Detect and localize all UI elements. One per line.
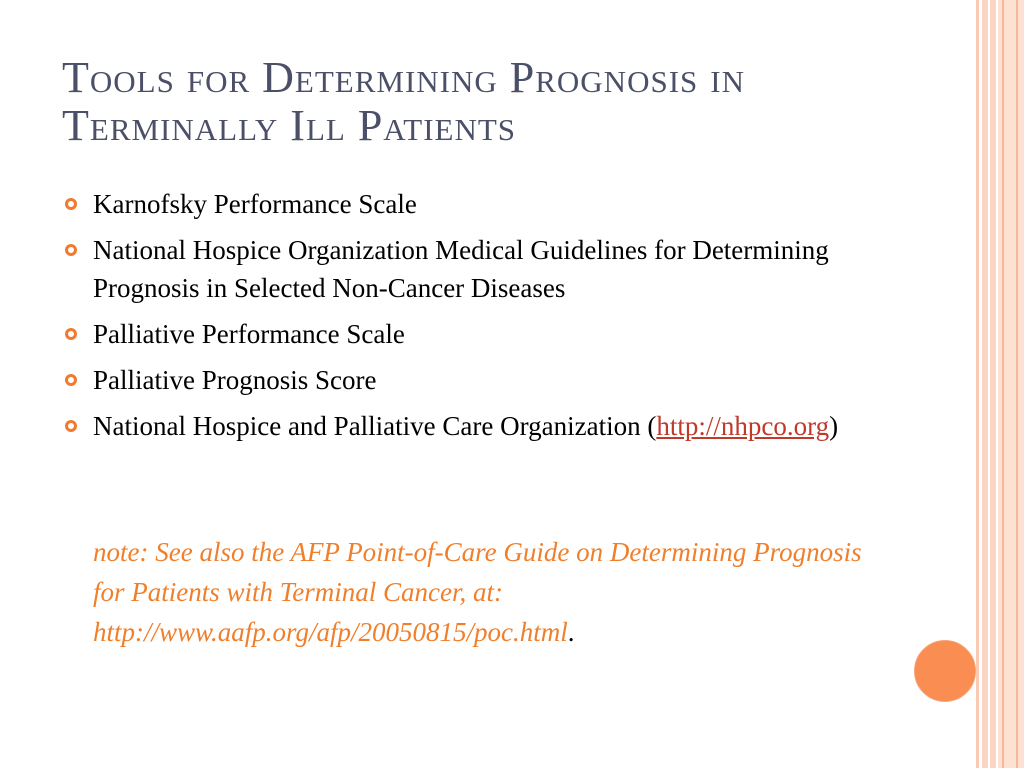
bullet-marker-icon (65, 244, 77, 256)
nhpco-link[interactable]: http://nhpco.org (656, 411, 830, 441)
bullet-text: National Hospice Organization Medical Guidelines for Determining Prognosis in Selected Non-Cancer Diseases (93, 235, 829, 303)
stripe (1016, 0, 1018, 768)
accent-circle (914, 640, 976, 702)
stripe (990, 0, 996, 768)
bullet-list (64, 185, 894, 453)
bullet-marker-icon (65, 420, 77, 432)
stripe (982, 0, 988, 768)
bullet-item (64, 407, 894, 445)
slide-title: Tools for Determining Prognosis in Terminally Ill Patients (62, 53, 745, 150)
note-body: note: See also the AFP Point-of-Care Guide on Determining Prognosis for Patients with Terminal Cancer, at: http://www.aafp.org/afp/20050815/poc.html (93, 537, 862, 647)
stripe (976, 0, 979, 768)
bullet-item (64, 315, 894, 353)
bullet-item (64, 231, 894, 307)
bullet-item (64, 185, 894, 223)
bullet-marker-icon (65, 374, 77, 386)
bullet-text: Palliative Performance Scale (93, 319, 405, 349)
bullet-text: Karnofsky Performance Scale (93, 189, 417, 219)
stripe (1002, 0, 1004, 768)
note-period: . (567, 617, 575, 647)
bullet-marker-icon (65, 328, 77, 340)
decorative-stripes (976, 0, 1024, 768)
bullet-text: Palliative Prognosis Score (93, 365, 377, 395)
bullet-text-before: National Hospice and Palliative Care Organization ( (93, 411, 657, 441)
bullet-marker-icon (65, 198, 77, 210)
bullet-text-after: ) (829, 411, 839, 441)
bullet-item (64, 361, 894, 399)
note-text (93, 532, 893, 652)
